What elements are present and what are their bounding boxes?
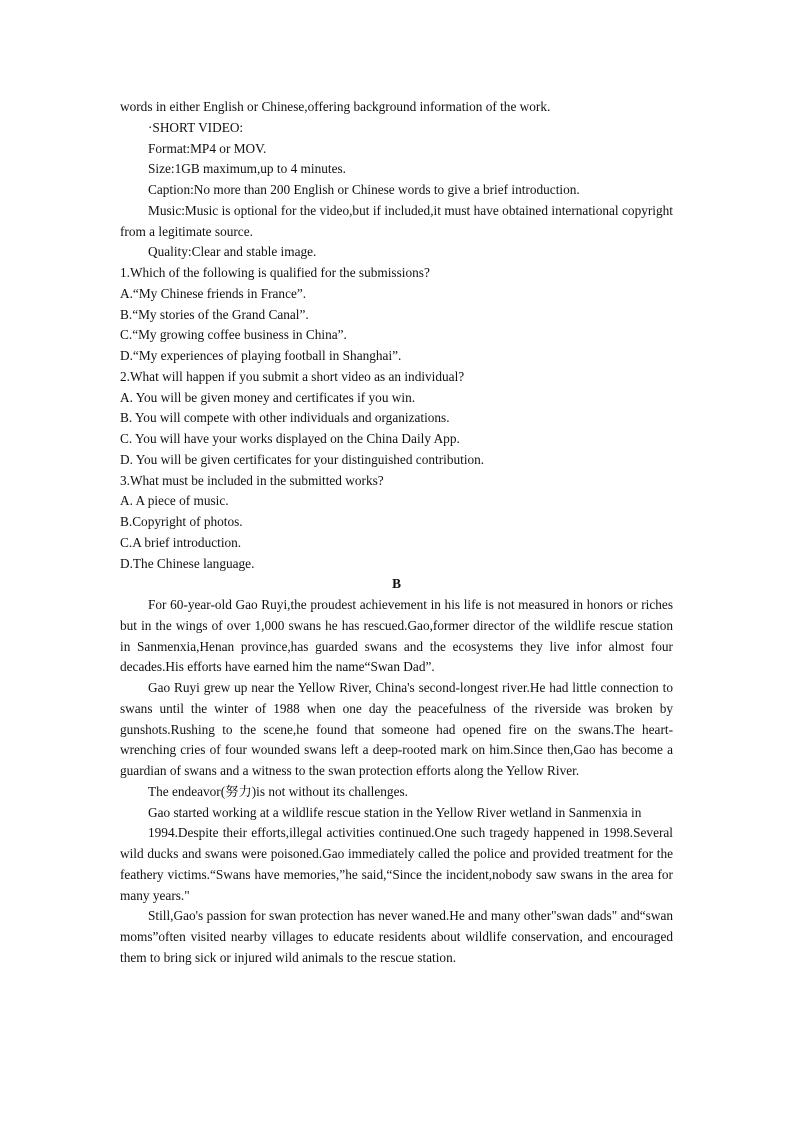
short-video-heading: ·SHORT VIDEO:: [148, 119, 244, 135]
intro-line: words in either English or Chinese,offering background information of the work.: [120, 99, 551, 114]
question-stem: 2.What will happen if you submit a short video as an individual?: [120, 368, 465, 384]
option-a: A. You will be given money and certificates if you win.: [120, 389, 416, 405]
option-b: B.Copyright of photos.: [120, 514, 243, 529]
paragraph-text: Gao Ruyi grew up near the Yellow River, China's second-longest river.He had little connection to swans until the winter of 1988 when one day the peacefulness of the riverside was broken by gunshots.Rushing to the scene,he found that someone had opened fire on the swans.The heart-wrenching cries of four wounded swans left a deep-rooted mark on him.Since then,Gao has become a guardian of swans and a witness to the swan protection efforts along the Yellow River.: [120, 680, 673, 778]
paragraph-text: Gao started working at a wildlife rescue station in the Yellow River wetland in Sanmenxia in: [148, 804, 642, 820]
question-1: [120, 263, 673, 367]
caption-line: Caption:No more than 200 English or Chinese words to give a brief introduction.: [148, 182, 580, 197]
option-a: A.“My Chinese friends in France”.: [120, 285, 307, 301]
option-c: C. You will have your works displayed on the China Daily App.: [120, 431, 460, 446]
paragraph-text: Still,Gao's passion for swan protection has never waned.He and many other"swan dads" and“swan moms”often visited nearby villages to educate residents about wildlife conservation, and encouraged them to bring sick or injured wild animals to the rescue station.: [120, 908, 673, 965]
option-d: D.The Chinese language.: [120, 555, 255, 571]
question-2: [120, 367, 673, 471]
question-stem: 3.What must be included in the submitted works?: [120, 472, 384, 488]
paragraph-text: For 60-year-old Gao Ruyi,the proudest achievement in his life is not measured in honors or riches but in the wings of over 1,000 swans he has rescued.Gao,former director of the wildlife rescue station in Sanmenxia,Henan province,has guarded swans and the ecosystems they live infor almost four decades.His efforts have earned him the name“Swan Dad”.: [120, 597, 673, 675]
quality-line: Quality:Clear and stable image.: [148, 244, 317, 260]
paragraph-2: [120, 678, 673, 782]
option-d: D.“My experiences of playing football in Shanghai”.: [120, 348, 402, 363]
paragraph-text: 1994.Despite their efforts,illegal activities continued.One such tragedy happened in 1998.Several wild ducks and swans were poisoned.Gao immediately called the police and provided treatment for the feathery victims.“Swans have memories,”he said,“Since the incident,nobody saw swans in the area for many years.": [120, 825, 673, 903]
option-b: B.“My stories of the Grand Canal”.: [120, 306, 309, 322]
section-b-heading: B: [392, 576, 401, 592]
option-b: B. You will compete with other individuals and organizations.: [120, 410, 450, 426]
page-content: [120, 97, 673, 969]
music-paragraph: [120, 201, 673, 243]
paragraph-1: [120, 595, 673, 678]
paragraph-3: [120, 782, 673, 803]
size-line: Size:1GB maximum,up to 4 minutes.: [148, 161, 346, 177]
format-line: Format:MP4 or MOV.: [148, 140, 267, 156]
music-text: Music:Music is optional for the video,but if included,it must have obtained international copyright from a legitimate source.: [120, 202, 673, 239]
paragraph-6: [120, 906, 673, 968]
question-stem: 1.Which of the following is qualified for the submissions?: [120, 265, 430, 280]
question-3: [120, 471, 673, 575]
option-d: D. You will be given certificates for your distinguished contribution.: [120, 451, 485, 467]
paragraph-4: [120, 803, 673, 824]
option-a: A. A piece of music.: [120, 493, 229, 509]
option-c: C.“My growing coffee business in China”.: [120, 327, 347, 343]
paragraph-5: [120, 823, 673, 906]
paragraph-text: The endeavor(努力)is not without its challenges.: [148, 783, 408, 799]
option-c: C.A brief introduction.: [120, 534, 242, 550]
